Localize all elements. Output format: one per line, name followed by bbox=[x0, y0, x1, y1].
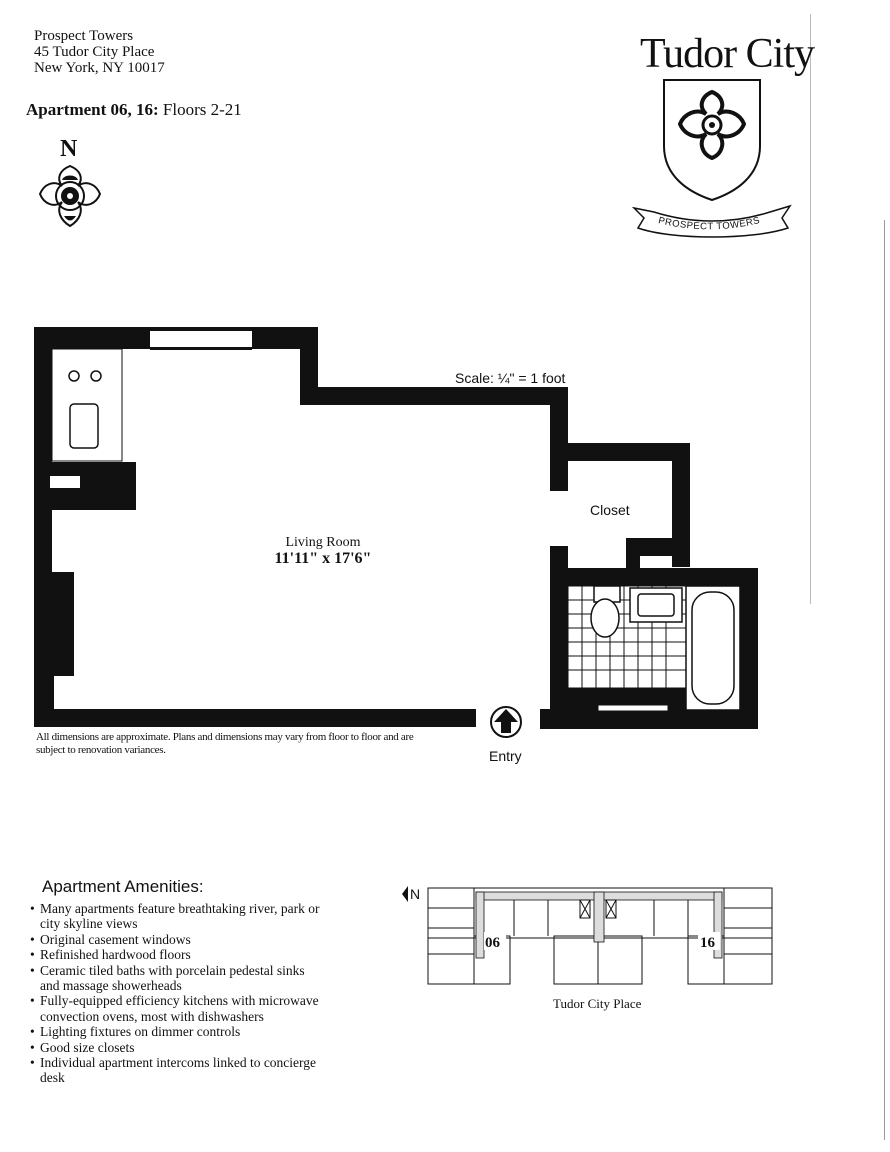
living-room-dimensions: 11'11" x 17'6" bbox=[274, 550, 372, 567]
city-address: New York, NY 10017 bbox=[34, 60, 165, 76]
amenity-item: • Individual apartment intercoms linked to concierge desk bbox=[30, 1055, 320, 1086]
north-arrow-icon bbox=[402, 886, 408, 902]
closet-label: Closet bbox=[590, 502, 630, 518]
key-plan bbox=[398, 880, 778, 990]
building-name: Prospect Towers bbox=[34, 28, 134, 44]
amenity-item: • Ceramic tiled baths with porcelain pedestal sinks and massage showerheads bbox=[30, 963, 320, 994]
living-room-name: Living Room bbox=[285, 535, 361, 550]
ribbon-text: PROSPECT TOWERS bbox=[657, 214, 762, 233]
amenities-title: Apartment Amenities: bbox=[42, 877, 204, 896]
keyplan-unit-16: 16 bbox=[700, 935, 715, 951]
keyplan-street-label: Tudor City Place bbox=[553, 996, 642, 1011]
keyplan-north: N bbox=[410, 886, 421, 902]
apartment-floors: Floors 2-21 bbox=[162, 100, 242, 119]
amenities-list bbox=[30, 901, 320, 1086]
scale-label: Scale: ¼" = 1 foot bbox=[455, 370, 566, 386]
entry-label: Entry bbox=[489, 748, 522, 764]
amenity-item: • Original casement windows bbox=[30, 932, 320, 947]
living-room-label bbox=[268, 535, 378, 567]
amenity-item: • Lighting fixtures on dimmer controls bbox=[30, 1024, 320, 1039]
amenity-item: • Refinished hardwood floors bbox=[30, 947, 320, 962]
street-address: 45 Tudor City Place bbox=[34, 44, 155, 60]
disclaimer-text: All dimensions are approximate. Plans and dimensions may vary from floor to floor and are subject to renovation variances. bbox=[36, 731, 414, 756]
amenity-item: • Many apartments feature breathtaking river, park or city skyline views bbox=[30, 901, 320, 932]
keyplan-unit-06: 06 bbox=[485, 935, 500, 951]
amenity-item: • Good size closets bbox=[30, 1040, 320, 1055]
north-letter: N bbox=[60, 136, 78, 162]
amenity-item: • Fully-equipped efficiency kitchens with microwave convection ovens, most with dishwashers bbox=[30, 993, 320, 1024]
logo-title: Tudor City bbox=[640, 31, 815, 77]
apartment-number: Apartment 06, 16: bbox=[26, 100, 159, 119]
